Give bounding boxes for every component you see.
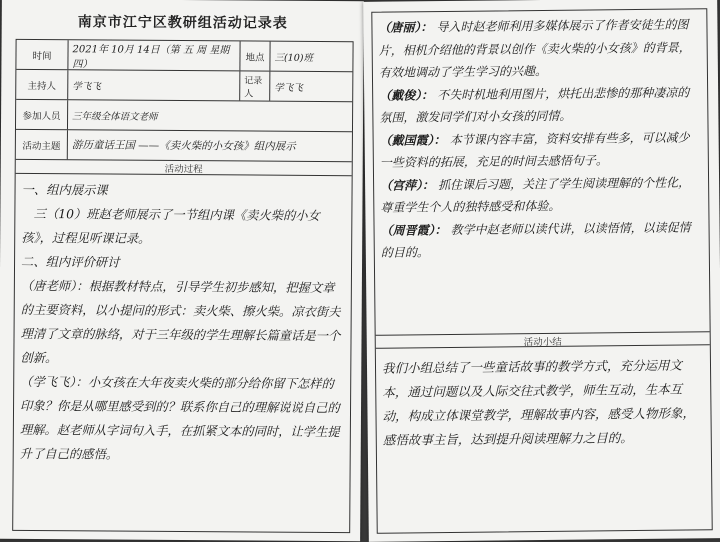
comment-speaker: （戴俊）：: [379, 87, 434, 103]
participants-label: 参加人员: [16, 100, 68, 129]
process-line: 三（10）班赵老师展示了一节组内课《卖火柴的小女孩》，过程见听课记录。: [21, 206, 320, 246]
process-body-continued: [372, 9, 709, 334]
theme-value: 游历童话王国 ——《卖火柴的小女孩》组内展示: [71, 139, 296, 153]
comment-speaker: （唐丽）：: [378, 20, 433, 35]
place-value: 三(10)班: [274, 52, 314, 64]
recorder-label: 记录人: [240, 71, 270, 100]
summary-text: 我们小组总结了一些童话故事的教学方式，充分运用文本，通过问题以及人际交往式教学，师生互动，生本互动，构成立体课堂教学，理解故事内容，感受人物形象，感悟故事主旨，达到提升阅读理解力之目的。: [381, 357, 696, 448]
comment-item: [380, 126, 702, 174]
place-label: 地点: [240, 41, 270, 70]
comment-item: [380, 216, 702, 264]
process-line: （学飞飞）：小女孩在大年夜卖火柴的部分给你留下怎样的印象？你是从哪里感受到的？联系你自己的理解说说自己的理解。赵老师从字词句入手，在抓紧文本的同时，让学生提升了自己的感悟。: [19, 374, 340, 462]
theme-row: [16, 130, 352, 162]
participants-row: [16, 100, 352, 132]
participants-value: 三年级全体语文老师: [72, 110, 158, 123]
summary-body: [376, 345, 712, 528]
comment-speaker: （戴国霞）：: [379, 132, 446, 148]
page-title: 南京市江宁区教研组活动记录表: [77, 14, 288, 32]
comment-speaker: （周晋霞）：: [380, 222, 447, 238]
host-value: 学飞飞: [68, 70, 240, 100]
process-body: [13, 174, 351, 526]
right-record-sheet: [363, 0, 720, 542]
process-line: （唐老师）：根据教材特点，引导学生初步感知，把握文章的主要资料，以小提问的形式：卖火柴、擦火柴。凉衣街夫理清了文章的脉络，对于三年级的学生理解长篇童话是一个创新。: [20, 278, 341, 366]
comment-text: 导入时赵老师利用多媒体展示了作者安徒生的图片，相机介绍他的背景以创作《卖火柴的小女孩》的背景，有效地调动了学生学习的兴趣。: [378, 17, 691, 80]
summary-header-text: 活动小结: [523, 336, 562, 349]
record-table-continued: [371, 8, 712, 533]
time-value: 2021年 10月 14日（第 五 周 星期 四）: [68, 40, 240, 70]
comment-text: 抓住课后习题，关注了学生阅读理解的个性化，尊重学生个人的独特感受和体验。: [380, 174, 691, 215]
time-label: 时间: [16, 40, 68, 69]
recorder-value: 学飞飞: [274, 82, 303, 94]
record-table: [12, 39, 353, 533]
time-row: [16, 40, 352, 72]
comment-item: [379, 81, 701, 129]
comment-text: 本节课内容丰富，资料安排有些多，可以减少一些资料的拓展，充足的时间去感悟句子。: [379, 129, 690, 170]
comment-item: [380, 171, 702, 219]
process-header-text: 活动过程: [164, 163, 203, 176]
process-line: 二、组内评价研讨: [21, 254, 120, 270]
theme-label: 活动主题: [16, 130, 68, 159]
comment-text: 不失时机地利用图片，烘托出悲惨的那种凄凉的氛围，激发同学们对小女孩的同情。: [379, 84, 690, 125]
host-label: 主持人: [16, 70, 68, 99]
host-row: [16, 70, 352, 102]
comment-speaker: （宫萍）：: [380, 177, 435, 193]
comment-text: 教学中赵老师以读代讲，以读悟情，以读促情的目的。: [380, 219, 691, 260]
comment-item: [378, 13, 701, 84]
process-line: 一、组内展示课: [21, 182, 108, 198]
